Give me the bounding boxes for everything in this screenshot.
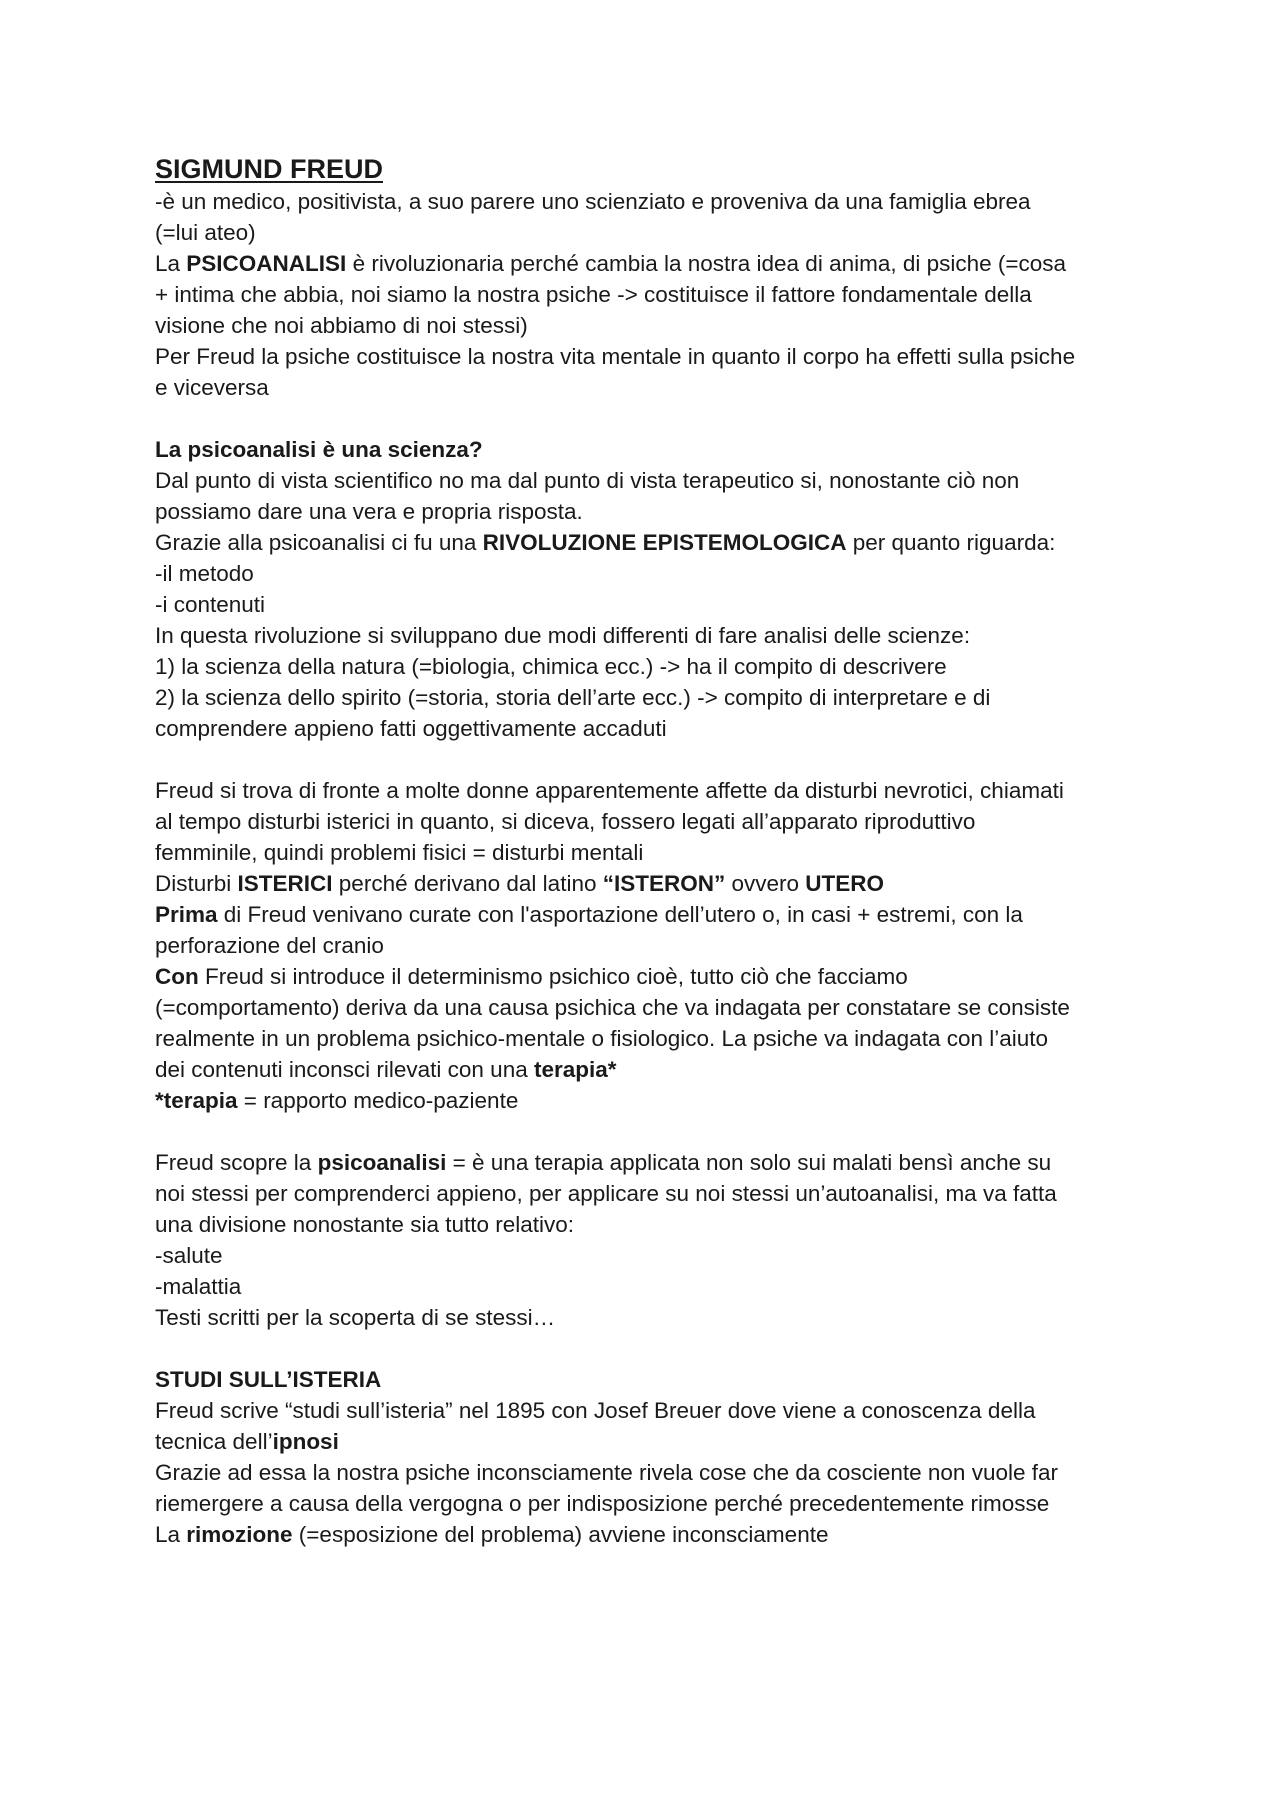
- bold-term: “ISTERON”: [602, 871, 726, 896]
- paragraph-gap: [155, 1333, 1155, 1364]
- text-span: tecnica dell’: [155, 1429, 273, 1454]
- list-item: 1) la scienza della natura (=biologia, chimica ecc.) -> ha il compito di descrivere: [155, 654, 947, 679]
- text-line: [155, 1426, 1155, 1457]
- text-span: (=esposizione del problema) avviene inconsciamente: [292, 1522, 829, 1547]
- document-page: [155, 152, 1155, 1550]
- text-line: [155, 899, 1155, 930]
- paragraph-gap: [155, 1116, 1155, 1147]
- list-item: -i contenuti: [155, 592, 266, 617]
- text-line: [155, 868, 1155, 899]
- bold-term: Con: [155, 964, 199, 989]
- text-line: Dal punto di vista scientifico no ma dal punto di vista terapeutico si, nonostante ciò non: [155, 468, 1020, 493]
- text-line: In questa rivoluzione si sviluppano due modi differenti di fare analisi delle scienze:: [155, 623, 971, 648]
- text-line: visione che noi abbiamo di noi stessi): [155, 313, 528, 338]
- text-line: [155, 1519, 1155, 1550]
- text-span: La: [155, 1522, 187, 1547]
- list-item: -salute: [155, 1243, 223, 1268]
- text-span: dei contenuti inconsci rilevati con una: [155, 1057, 534, 1082]
- bold-term: PSICOANALISI: [186, 251, 347, 276]
- text-line: (=comportamento) deriva da una causa psichica che va indagata per constatare se consiste: [155, 995, 1070, 1020]
- text-line: realmente in un problema psichico-mentale o fisiologico. La psiche va indagata con l’aiuto: [155, 1026, 1049, 1051]
- section-heading: STUDI SULL’ISTERIA: [155, 1367, 382, 1392]
- bold-term: terapia*: [533, 1057, 617, 1082]
- text-span: = rapporto medico-paziente: [237, 1088, 519, 1113]
- text-span: Grazie alla psicoanalisi ci fu una: [155, 530, 483, 555]
- text-span: Freud scopre la: [155, 1150, 318, 1175]
- text-line: (=lui ateo): [155, 220, 256, 245]
- text-span: La: [155, 251, 187, 276]
- text-line: una divisione nonostante sia tutto relativo:: [155, 1212, 575, 1237]
- text-span: = è una terapia applicata non solo sui malati bensì anche su: [446, 1150, 1052, 1175]
- text-line: riemergere a causa della vergogna o per indisposizione perché precedentemente rimosse: [155, 1491, 1050, 1516]
- text-line: e viceversa: [155, 375, 269, 400]
- text-line: [155, 1054, 1155, 1085]
- text-line: comprendere appieno fatti oggettivamente accaduti: [155, 716, 667, 741]
- paragraph-gap: [155, 403, 1155, 434]
- text-span: ovvero: [725, 871, 806, 896]
- text-span: Freud si introduce il determinismo psichico cioè, tutto ciò che facciamo: [198, 964, 908, 989]
- list-item: 2) la scienza dello spirito (=storia, storia dell’arte ecc.) -> compito di interpretare e di: [155, 685, 991, 710]
- paragraph-gap: [155, 744, 1155, 775]
- text-line: [155, 248, 1155, 279]
- text-line: [155, 961, 1155, 992]
- text-line: [155, 1085, 1155, 1116]
- text-span: perché derivano dal latino: [332, 871, 603, 896]
- text-line: + intima che abbia, noi siamo la nostra psiche -> costituisce il fattore fondamentale della: [155, 282, 1032, 307]
- text-line: perforazione del cranio: [155, 933, 384, 958]
- bold-term: psicoanalisi: [317, 1150, 447, 1175]
- text-span: per quanto riguarda:: [846, 530, 1056, 555]
- text-line: femminile, quindi problemi fisici = disturbi mentali: [155, 840, 644, 865]
- list-item: -malattia: [155, 1274, 242, 1299]
- bold-term: ipnosi: [272, 1429, 339, 1454]
- text-span: è rivoluzionaria perché cambia la nostra idea di anima, di psiche (=cosa: [346, 251, 1067, 276]
- bold-term: ISTERICI: [237, 871, 333, 896]
- page-title: SIGMUND FREUD: [155, 154, 383, 184]
- text-line: Per Freud la psiche costituisce la nostra vita mentale in quanto il corpo ha effetti sulla psiche: [155, 344, 1076, 369]
- bold-term: *terapia: [155, 1088, 238, 1113]
- bold-term: rimozione: [186, 1522, 293, 1547]
- text-line: [155, 1147, 1155, 1178]
- text-line: al tempo disturbi isterici in quanto, si diceva, fossero legati all’apparato riproduttivo: [155, 809, 976, 834]
- bold-term: RIVOLUZIONE EPISTEMOLOGICA: [482, 530, 847, 555]
- text-span: Disturbi: [155, 871, 238, 896]
- bold-term: UTERO: [805, 871, 885, 896]
- text-line: -è un medico, positivista, a suo parere uno scienziato e proveniva da una famiglia ebrea: [155, 189, 1031, 214]
- text-line: Freud si trova di fronte a molte donne apparentemente affette da disturbi nevrotici, chiamati: [155, 778, 1064, 803]
- text-line: Testi scritti per la scoperta di se stessi…: [155, 1305, 556, 1330]
- text-line: Freud scrive “studi sull’isteria” nel 1895 con Josef Breuer dove viene a conoscenza della: [155, 1398, 1036, 1423]
- text-line: noi stessi per comprenderci appieno, per applicare su noi stessi un’autoanalisi, ma va fatta: [155, 1181, 1057, 1206]
- bold-term: Prima: [155, 902, 218, 927]
- text-line: [155, 527, 1155, 558]
- text-span: di Freud venivano curate con l'asportazione dell’utero o, in casi + estremi, con la: [217, 902, 1023, 927]
- section-heading: La psicoanalisi è una scienza?: [155, 437, 483, 462]
- list-item: -il metodo: [155, 561, 254, 586]
- text-line: Grazie ad essa la nostra psiche inconsciamente rivela cose che da cosciente non vuole far: [155, 1460, 1058, 1485]
- text-line: possiamo dare una vera e propria risposta.: [155, 499, 583, 524]
